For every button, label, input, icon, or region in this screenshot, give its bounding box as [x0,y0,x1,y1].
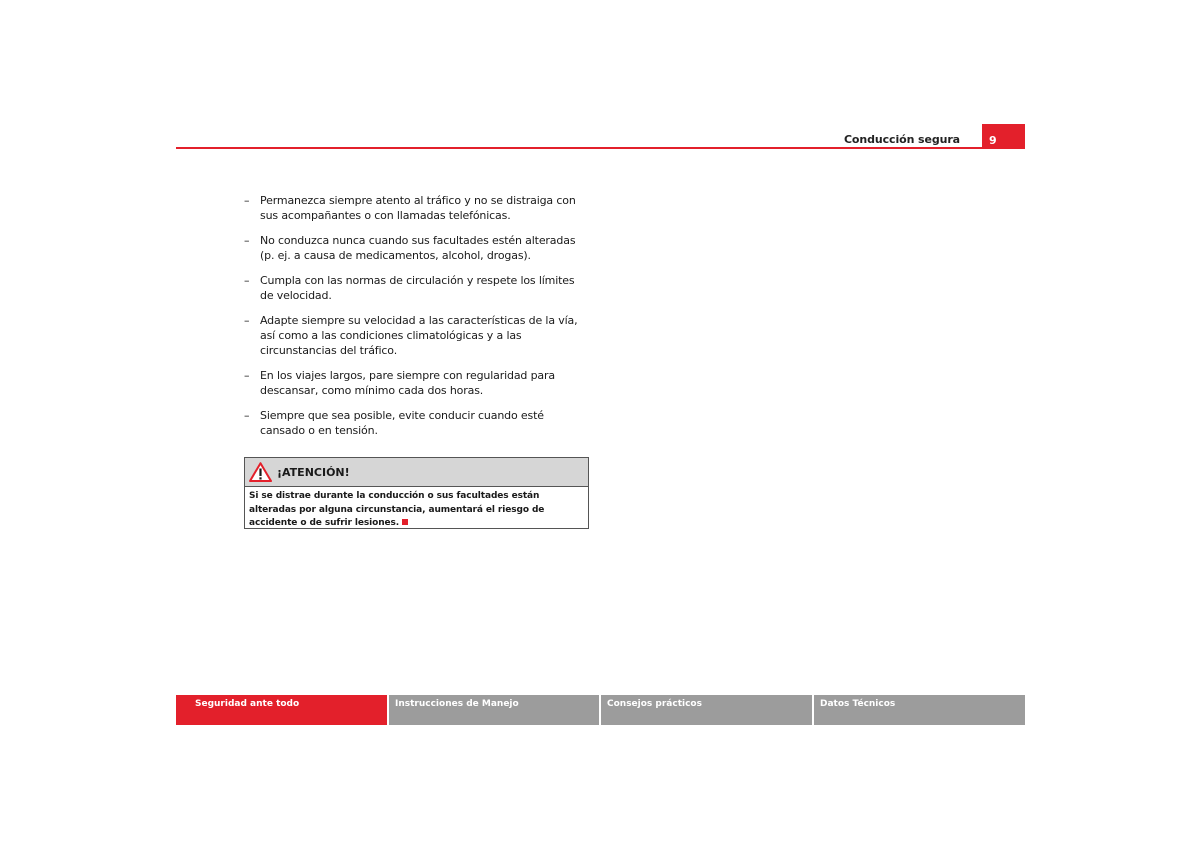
list-item [244,408,590,438]
list-item-text: Siempre que sea posible, evite conducir cuando esté cansado o en tensión. [260,409,544,437]
list-item [244,233,590,263]
end-of-section-marker [402,519,408,525]
warning-header [245,458,588,487]
page-number: 9 [989,134,997,147]
list-item-text: Cumpla con las normas de circulación y respete los límites de velocidad. [260,274,575,302]
bullet-dash: – [244,314,250,327]
warning-title: ¡ATENCIÓN! [277,466,350,479]
bullet-dash: – [244,234,250,247]
section-title: Conducción segura [843,133,960,146]
page-number-box [982,124,1025,149]
warning-box [244,457,589,529]
bullet-list [244,193,590,438]
header-rule [176,147,982,149]
list-item [244,273,590,303]
tab-instrucciones-de-manejo[interactable]: Instrucciones de Manejo [389,695,599,725]
list-item-text: No conduzca nunca cuando sus facultades estén alteradas (p. ej. a causa de medicamentos, alcohol, drogas). [260,234,576,262]
list-item [244,313,590,358]
bullet-dash: – [244,274,250,287]
list-item-text: En los viajes largos, pare siempre con regularidad para descansar, como mínimo cada dos horas. [260,369,555,397]
list-item [244,193,590,223]
list-item [244,368,590,398]
warning-text-block [245,487,588,531]
warning-triangle-icon [249,462,272,482]
footer-nav [176,695,1025,725]
tab-consejos-practicos[interactable]: Consejos prácticos [601,695,812,725]
tab-datos-tecnicos[interactable]: Datos Técnicos [814,695,1025,725]
warning-text: Si se distrae durante la conducción o sus facultades están alteradas por alguna circunstancia, aumentará el riesgo de accidente o de sufrir lesiones. [249,491,545,528]
content-column [244,193,590,448]
bullet-dash: – [244,409,250,422]
list-item-text: Permanezca siempre atento al tráfico y no se distraiga con sus acompañantes o con llamadas telefónicas. [260,194,576,222]
list-item-text: Adapte siempre su velocidad a las características de la vía, así como a las condiciones climatológicas y a las circunstancias del tráfico. [260,314,578,357]
bullet-dash: – [244,194,250,207]
bullet-dash: – [244,369,250,382]
tab-seguridad-ante-todo[interactable]: Seguridad ante todo [176,695,387,725]
